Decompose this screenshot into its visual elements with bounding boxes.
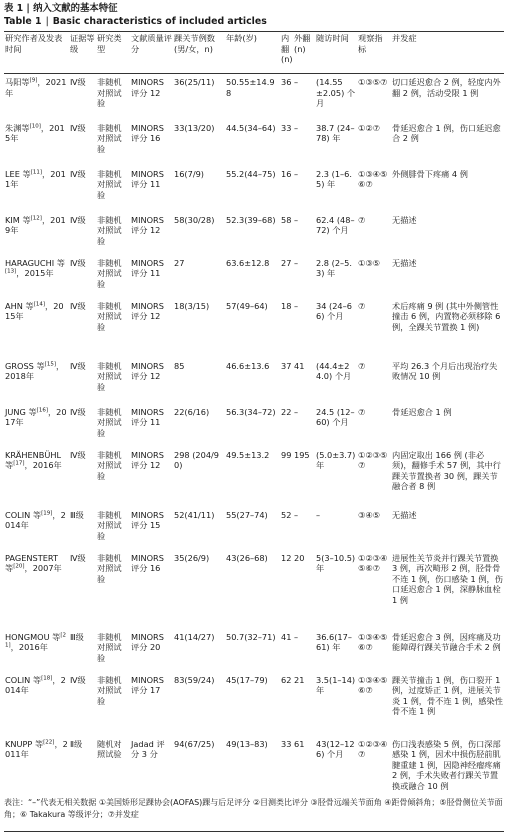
- follow-up-cell: 3.5(1–14) 年: [316, 674, 356, 695]
- quality-score-cell: MINORS 评分 16: [131, 122, 164, 143]
- evidence-level-cell: Ⅳ级: [70, 257, 86, 268]
- indicators-cell: ⑦: [358, 300, 366, 311]
- author-name: 朱渊等: [5, 122, 30, 133]
- author-cell: 朱渊等[10]，2015年: [5, 122, 65, 143]
- ankle-count-cell: 16(7/9): [174, 168, 204, 179]
- indicators-cell: ①③④⑤⑥⑦: [358, 168, 388, 189]
- reference-number: [9]: [29, 77, 38, 84]
- author-cell: JUNG 等[16]，2017年: [5, 406, 67, 427]
- complications-cell: 外侧腓骨下疼痛 4 例: [392, 168, 468, 179]
- follow-up-cell: 62.4 (48–72) 个月: [316, 214, 355, 235]
- ankle-count-cell: 27: [174, 257, 185, 268]
- column-header: 研究作者及发表时间: [5, 33, 63, 54]
- varus-cell: 22: [281, 406, 292, 417]
- valgus-cell: 61: [294, 738, 305, 749]
- publication-year: 2011年: [5, 168, 66, 189]
- evidence-level-cell: Ⅳ级: [70, 552, 86, 563]
- evidence-level-cell: Ⅱ级: [70, 738, 83, 749]
- author-cell: COLIN 等[19]，2014年: [5, 509, 66, 530]
- complications-cell: 进展性关节炎并行踝关节置换 3 例，再次畸形 2 例，胫骨骨不连 1 例，伤口感染 1 例，伤口延迟愈合 1 例，深静脉血栓 1 例: [392, 552, 503, 605]
- ankle-count-cell: 58(30/28): [174, 214, 215, 225]
- ankle-count-cell: 35(26/9): [174, 552, 210, 563]
- indicators-cell: ①③⑤: [358, 257, 381, 268]
- table-title-english: [4, 16, 504, 29]
- ankle-count-cell: 33(13/20): [174, 122, 215, 133]
- indicators-cell: ①②③⑤⑦: [358, 449, 388, 470]
- author-name: KRÄHENBÜHL 等: [5, 449, 62, 470]
- reference-number: [17]: [13, 460, 25, 467]
- quality-score-cell: Jadad 评分 3 分: [131, 738, 165, 759]
- evidence-level-cell: Ⅳ级: [70, 300, 86, 311]
- varus-cell: 52: [281, 509, 292, 520]
- quality-score-cell: MINORS 评分 16: [131, 552, 164, 573]
- reference-number: [22]: [43, 738, 55, 745]
- author-cell: AHN 等[14]，2015年: [5, 300, 64, 321]
- ankle-count-cell: 22(6/16): [174, 406, 210, 417]
- table-title-text: Basic characteristics of included articles: [52, 16, 267, 27]
- reference-number: [21]: [5, 631, 67, 649]
- title-separator: |: [45, 16, 49, 27]
- varus-cell: 58: [281, 214, 292, 225]
- table-row: [4, 507, 504, 550]
- follow-up-cell: 2.8 (2–5.3) 年: [316, 257, 352, 278]
- reference-number: [11]: [30, 168, 42, 175]
- varus-cell: 62: [281, 674, 292, 685]
- follow-up-cell: 36.6(17–61) 年: [316, 631, 352, 652]
- author-name: KNUPP 等: [5, 738, 44, 749]
- ankle-count-cell: 41(14/27): [174, 631, 215, 642]
- author-cell: COLIN 等[18]，2014年: [5, 674, 66, 695]
- column-header: 内翻(n): [281, 33, 293, 64]
- varus-cell: 16: [281, 168, 292, 179]
- study-type-cell: 非随机对照试验: [97, 406, 122, 438]
- column-header: 研究类型: [97, 33, 122, 54]
- evidence-level-cell: Ⅳ级: [70, 674, 86, 685]
- indicators-cell: ⑦: [358, 360, 366, 371]
- author-name: HONGMOU 等: [5, 631, 61, 642]
- reference-number: [12]: [30, 214, 42, 221]
- publication-year: 2007年: [32, 563, 62, 573]
- author-cell: KIM 等[12]，2019年: [5, 214, 66, 235]
- age-cell: 49.5±13.2: [226, 449, 270, 460]
- ankle-count-cell: 52(41/11): [174, 509, 215, 520]
- age-cell: 55(27–74): [226, 509, 268, 520]
- table-row: [4, 358, 504, 404]
- quality-score-cell: MINORS 评分 12: [131, 360, 164, 381]
- complications-cell: 术后疼痛 9 例 (其中外侧管性撞击 6 例，内置物必须移除 6 例，全踝关节置换 1 例): [392, 300, 501, 332]
- age-cell: 44.5(34–64): [226, 122, 276, 133]
- follow-up-cell: (14.55±2.05) 个月: [316, 77, 356, 108]
- author-name: COLIN 等: [5, 674, 42, 685]
- table-row: [4, 404, 504, 447]
- author-name: HARAGUCHI 等: [5, 257, 65, 268]
- ankle-count-cell: 94(67/25): [174, 738, 215, 749]
- reference-number: [14]: [33, 300, 45, 307]
- author-name: COLIN 等: [5, 509, 42, 520]
- study-type-cell: 非随机对照试验: [97, 214, 122, 246]
- varus-cell: 36: [281, 77, 292, 87]
- valgus-cell: –: [294, 168, 299, 179]
- publication-year: 2014年: [5, 509, 66, 530]
- quality-score-cell: MINORS 评分 11: [131, 406, 164, 427]
- table-title-chinese: 表 1 | 纳入文献的基本特征: [4, 3, 118, 14]
- ankle-count-cell: 83(59/24): [174, 674, 215, 685]
- evidence-level-cell: Ⅲ级: [70, 509, 84, 520]
- author-cell: KNUPP 等[22]，2011年: [5, 738, 68, 759]
- complications-cell: 伤口浅表感染 5 例，伤口深部感染 1 例，因术中损伤胫前肌腱重建 1 例，因隐神经瘤疼痛 2 例，手术失败者行踝关节置换或融合 10 例: [392, 738, 501, 791]
- publication-year: 2014年: [5, 674, 66, 695]
- study-type-cell: 非随机对照试验: [97, 552, 122, 584]
- table-row: [4, 672, 504, 736]
- indicators-cell: ⑦: [358, 214, 366, 225]
- ankle-count-cell: 36(25/11): [174, 77, 215, 87]
- column-header: 观察指标: [358, 33, 383, 54]
- study-type-cell: 非随机对照试验: [97, 300, 122, 332]
- varus-cell: 33: [281, 122, 292, 133]
- author-name: AHN 等: [5, 300, 34, 311]
- complications-cell: 骨延迟愈合 1 例: [392, 406, 452, 417]
- column-header: 年龄(岁): [226, 33, 257, 43]
- age-cell: 50.7(32–71): [226, 631, 276, 642]
- varus-cell: 33: [281, 738, 292, 749]
- table-row: [4, 74, 504, 120]
- evidence-level-cell: Ⅳ级: [70, 406, 86, 417]
- valgus-cell: –: [294, 406, 299, 417]
- follow-up-cell: 5(3–10.5) 年: [316, 552, 356, 573]
- reference-number: [15]: [44, 360, 56, 367]
- complications-cell: 内固定取出 166 例 (非必须)，翻修手术 57 例，其中行踝关节置换者 30 例，踝关节融合者 8 例: [392, 449, 501, 491]
- publication-year: 2021年: [5, 77, 67, 98]
- follow-up-cell: (44.4±24.0) 个月: [316, 360, 352, 381]
- quality-score-cell: MINORS 评分 12: [131, 300, 164, 321]
- table-label: Table 1: [4, 16, 42, 27]
- publication-year: 2016年: [32, 460, 62, 470]
- quality-score-cell: MINORS 评分 12: [131, 214, 164, 235]
- publication-year: 2011年: [5, 738, 68, 759]
- study-type-cell: 非随机对照试验: [97, 360, 122, 392]
- study-type-cell: 非随机对照试验: [97, 674, 122, 706]
- valgus-cell: 41: [294, 360, 305, 371]
- column-header: 证据等级: [70, 33, 95, 54]
- table-body: [4, 74, 504, 832]
- column-header: 外翻(n): [294, 33, 311, 54]
- publication-year: 2017年: [5, 406, 67, 427]
- table-container: [4, 3, 504, 832]
- follow-up-cell: (5.0±3.7) 年: [316, 449, 356, 470]
- study-type-cell: 非随机对照试验: [97, 449, 122, 481]
- ankle-count-cell: 298 (204/90): [174, 449, 220, 470]
- study-type-cell: 非随机对照试验: [97, 168, 122, 200]
- complications-cell: 无描述: [392, 214, 417, 225]
- author-cell: KRÄHENBÜHL 等[17]，2016年: [5, 449, 62, 470]
- indicators-cell: ⑦: [358, 406, 366, 417]
- study-type-cell: 随机对照试验: [97, 738, 122, 759]
- column-header: 文献质量评分: [131, 33, 172, 54]
- table-row: [4, 629, 504, 672]
- study-type-cell: 非随机对照试验: [97, 122, 122, 154]
- author-cell: 马阳等[9]，2021年: [5, 77, 67, 98]
- complications-cell: 踝关节撞击 1 例，伤口裂开 1 例，过度矫正 1 例，进展关节炎 1 例，骨不连 1 例，感染性骨不连 1 例: [392, 674, 503, 716]
- varus-cell: 12: [281, 552, 292, 563]
- valgus-cell: –: [294, 122, 299, 133]
- age-cell: 55.2(44–75): [226, 168, 276, 179]
- follow-up-cell: 34 (24–66) 个月: [316, 300, 352, 321]
- valgus-cell: –: [294, 257, 299, 268]
- quality-score-cell: MINORS 评分 20: [131, 631, 164, 652]
- publication-year: 2015年: [5, 300, 64, 321]
- age-cell: 57(49–64): [226, 300, 268, 311]
- column-header: 随访时间: [316, 33, 349, 43]
- varus-cell: 99: [281, 449, 292, 460]
- quality-score-cell: MINORS 评分 11: [131, 168, 164, 189]
- valgus-cell: –: [294, 509, 299, 520]
- age-cell: 46.6±13.6: [226, 360, 270, 371]
- evidence-level-cell: Ⅳ级: [70, 168, 86, 179]
- complications-cell: 平均 26.3 个月后出现治疗失败情况 10 例: [392, 360, 498, 381]
- indicators-cell: ①②⑦: [358, 122, 381, 133]
- age-cell: 45(17–79): [226, 674, 268, 685]
- age-cell: 50.55±14.98: [226, 77, 275, 98]
- valgus-cell: –: [294, 214, 299, 225]
- valgus-cell: –: [294, 300, 299, 311]
- author-cell: HARAGUCHI 等[13]，2015年: [5, 257, 65, 278]
- follow-up-cell: 38.7 (24–78) 年: [316, 122, 355, 143]
- study-type-cell: 非随机对照试验: [97, 631, 122, 663]
- evidence-level-cell: Ⅳ级: [70, 77, 86, 87]
- evidence-level-cell: Ⅲ级: [70, 631, 84, 642]
- reference-number: [19]: [41, 509, 53, 516]
- table-row: [4, 120, 504, 166]
- publication-year: 2015年: [5, 122, 65, 143]
- study-type-cell: 非随机对照试验: [97, 257, 122, 289]
- ankle-count-cell: 85: [174, 360, 185, 371]
- indicators-cell: ①③④⑤⑥⑦: [358, 631, 388, 652]
- evidence-level-cell: Ⅳ级: [70, 122, 86, 133]
- follow-up-cell: 24.5 (12–60) 个月: [316, 406, 355, 427]
- author-name: 马阳等: [5, 77, 30, 87]
- reference-number: [16]: [36, 406, 48, 413]
- complications-cell: 骨延迟愈合 1 例，伤口延迟愈合 2 例: [392, 122, 501, 143]
- valgus-cell: –: [294, 77, 299, 87]
- indicators-cell: ①②③④⑤⑥⑦: [358, 552, 388, 573]
- age-cell: 52.3(39–68): [226, 214, 276, 225]
- author-name: LEE 等: [5, 168, 31, 179]
- table-footnote: 表注：“–”代表无相关数据 ①美国矫形足踝协会(AOFAS)踝与后足评分 ②目测类比评分 ③胫骨远端关节面角 ④距骨倾斜角；⑤胫骨侧位关节面角；⑥ Takakura 等级评分；⑦并发症: [4, 798, 503, 819]
- reference-number: [13]: [5, 268, 17, 275]
- indicators-cell: ①③⑤⑦: [358, 77, 388, 87]
- indicators-cell: ③④⑤: [358, 509, 381, 520]
- column-header: 并发症: [392, 33, 417, 43]
- table-header: [4, 32, 504, 74]
- table-row: [4, 447, 504, 507]
- reference-number: [20]: [13, 563, 25, 570]
- valgus-cell: 20: [294, 552, 305, 563]
- varus-cell: 27: [281, 257, 292, 268]
- age-cell: 49(13–83): [226, 738, 268, 749]
- publication-year: 2015年: [24, 268, 54, 278]
- complications-cell: 无描述: [392, 509, 417, 520]
- study-type-cell: 非随机对照试验: [97, 77, 122, 108]
- valgus-cell: 195: [294, 449, 310, 460]
- characteristics-table: [4, 32, 504, 832]
- indicators-cell: ①②③④⑦: [358, 738, 388, 759]
- author-cell: GROSS 等[15]，2018年: [5, 360, 65, 381]
- publication-year: 2018年: [5, 371, 35, 381]
- evidence-level-cell: Ⅳ级: [70, 449, 86, 460]
- publication-year: 2016年: [18, 642, 48, 652]
- quality-score-cell: MINORS 评分 12: [131, 449, 164, 470]
- table-row: [4, 212, 504, 255]
- follow-up-cell: 43(12–126) 个月: [316, 738, 355, 759]
- author-name: JUNG 等: [5, 406, 37, 417]
- follow-up-cell: –: [316, 509, 321, 520]
- column-header: 踝关节例数(男/女，n): [174, 33, 215, 54]
- complications-cell: 骨延迟愈合 3 例，因疼痛及功能障碍行踝关节融合手术 2 例: [392, 631, 501, 652]
- follow-up-cell: 2.3 (1–6.5) 年: [316, 168, 352, 189]
- publication-year: 2019年: [5, 214, 66, 235]
- table-row: [4, 166, 504, 212]
- table-row: [4, 298, 504, 358]
- varus-cell: 37: [281, 360, 292, 371]
- table-row: [4, 550, 504, 629]
- evidence-level-cell: Ⅳ级: [70, 214, 86, 225]
- complications-cell: 无描述: [392, 257, 417, 268]
- author-cell: LEE 等[11]，2011年: [5, 168, 66, 189]
- age-cell: 43(26–68): [226, 552, 268, 563]
- author-cell: PAGENSTERT 等[20]，2007年: [5, 552, 62, 573]
- age-cell: 56.3(34–72): [226, 406, 276, 417]
- valgus-cell: –: [294, 631, 299, 642]
- table-row: [4, 255, 504, 298]
- age-cell: 63.6±12.8: [226, 257, 270, 268]
- indicators-cell: ①③④⑤⑥⑦: [358, 674, 388, 695]
- reference-number: [18]: [41, 674, 53, 681]
- quality-score-cell: MINORS 评分 17: [131, 674, 164, 695]
- quality-score-cell: MINORS 评分 15: [131, 509, 164, 530]
- author-cell: HONGMOU 等[21]，2016年: [5, 631, 67, 652]
- complications-cell: 切口延迟愈合 2 例，轻度内外翻 2 例，活动受限 1 例: [392, 77, 501, 98]
- quality-score-cell: MINORS 评分 12: [131, 77, 164, 98]
- study-type-cell: 非随机对照试验: [97, 509, 122, 541]
- evidence-level-cell: Ⅳ级: [70, 360, 86, 371]
- author-name: GROSS 等: [5, 360, 45, 371]
- author-name: KIM 等: [5, 214, 31, 225]
- author-name: PAGENSTERT 等: [5, 552, 58, 573]
- ankle-count-cell: 18(3/15): [174, 300, 210, 311]
- varus-cell: 41: [281, 631, 292, 642]
- quality-score-cell: MINORS 评分 11: [131, 257, 164, 278]
- valgus-cell: 21: [294, 674, 305, 685]
- reference-number: [10]: [29, 122, 41, 129]
- varus-cell: 18: [281, 300, 292, 311]
